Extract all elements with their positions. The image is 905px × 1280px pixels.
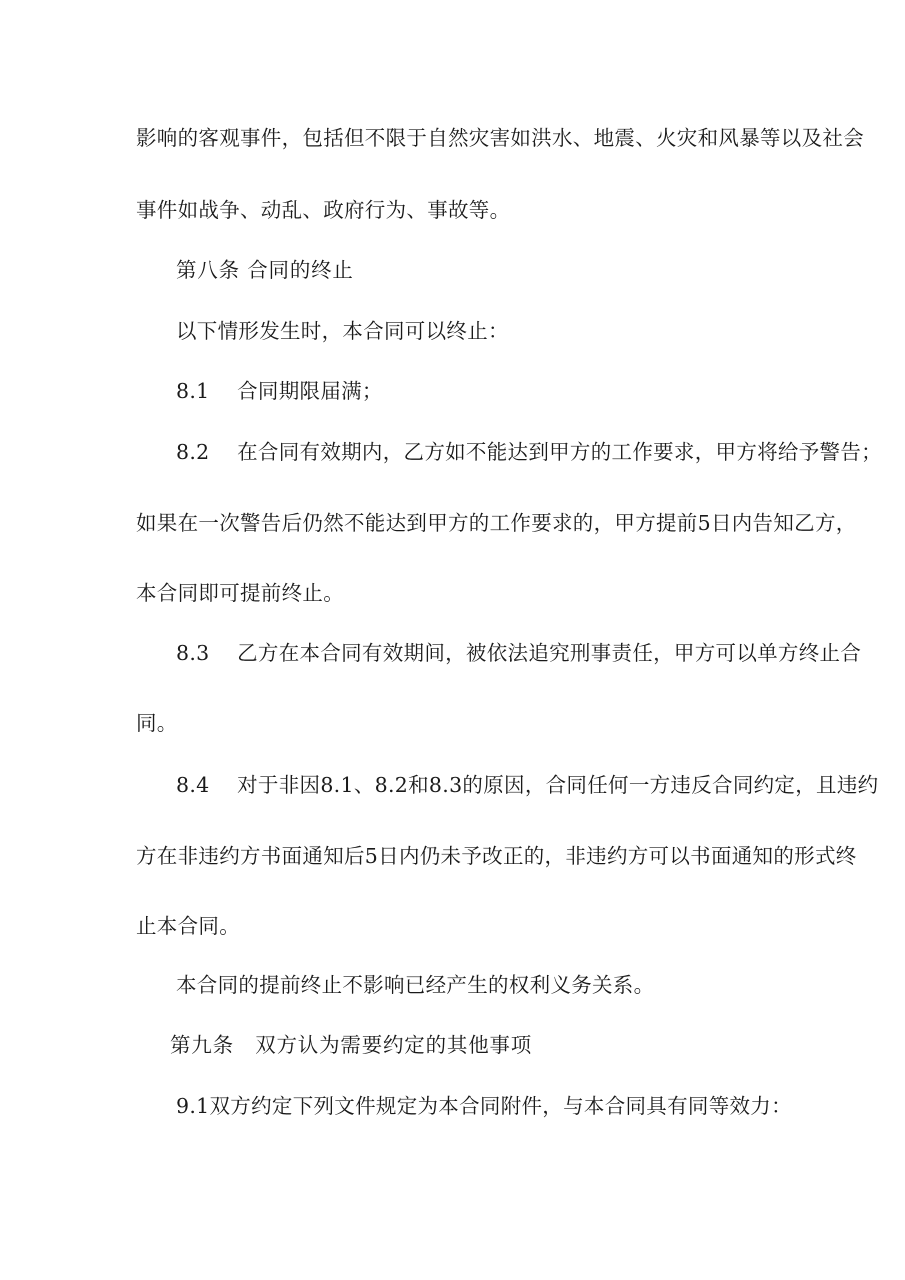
paragraph-line: 影响的客观事件，包括但不限于自然灾害如洪水、地震、火灾和风暴等以及社会 [136, 126, 864, 150]
paragraph-line: 方在非违约方书面通知后5日内仍未予改正的，非违约方可以书面通知的形式终 [136, 844, 857, 868]
paragraph-line: 如果在一次警告后仍然不能达到甲方的工作要求的，甲方提前5日内告知乙方， [136, 511, 857, 535]
paragraph-line: 同。 [136, 711, 178, 735]
paragraph-line: 事件如战争、动乱、政府行为、事故等。 [136, 198, 511, 222]
paragraph-line: 本合同的提前终止不影响已经产生的权利义务关系。 [176, 973, 655, 997]
clause-9-1: 9.1双方约定下列文件规定为本合同附件，与本合同具有同等效力： [176, 1094, 792, 1118]
paragraph-line: 止本合同。 [136, 914, 240, 938]
section-heading-article-8: 第八条 合同的终止 [176, 258, 354, 282]
clause-8-3: 8.3 乙方在本合同有效期间，被依法追究刑事责任，甲方可以单方终止合 [176, 641, 862, 665]
clause-8-2: 8.2 在合同有效期内，乙方如不能达到甲方的工作要求，甲方将给予警告； [176, 440, 882, 464]
paragraph-line: 本合同即可提前终止。 [136, 581, 344, 605]
section-heading-article-9: 第九条 双方认为需要约定的其他事项 [170, 1033, 533, 1057]
clause-8-1: 8.1 合同期限届满； [176, 379, 383, 403]
paragraph-line: 以下情形发生时，本合同可以终止： [176, 319, 509, 343]
clause-8-4: 8.4 对于非因8.1、8.2和8.3的原因，合同任何一方违反合同约定，且违约 [176, 773, 879, 797]
